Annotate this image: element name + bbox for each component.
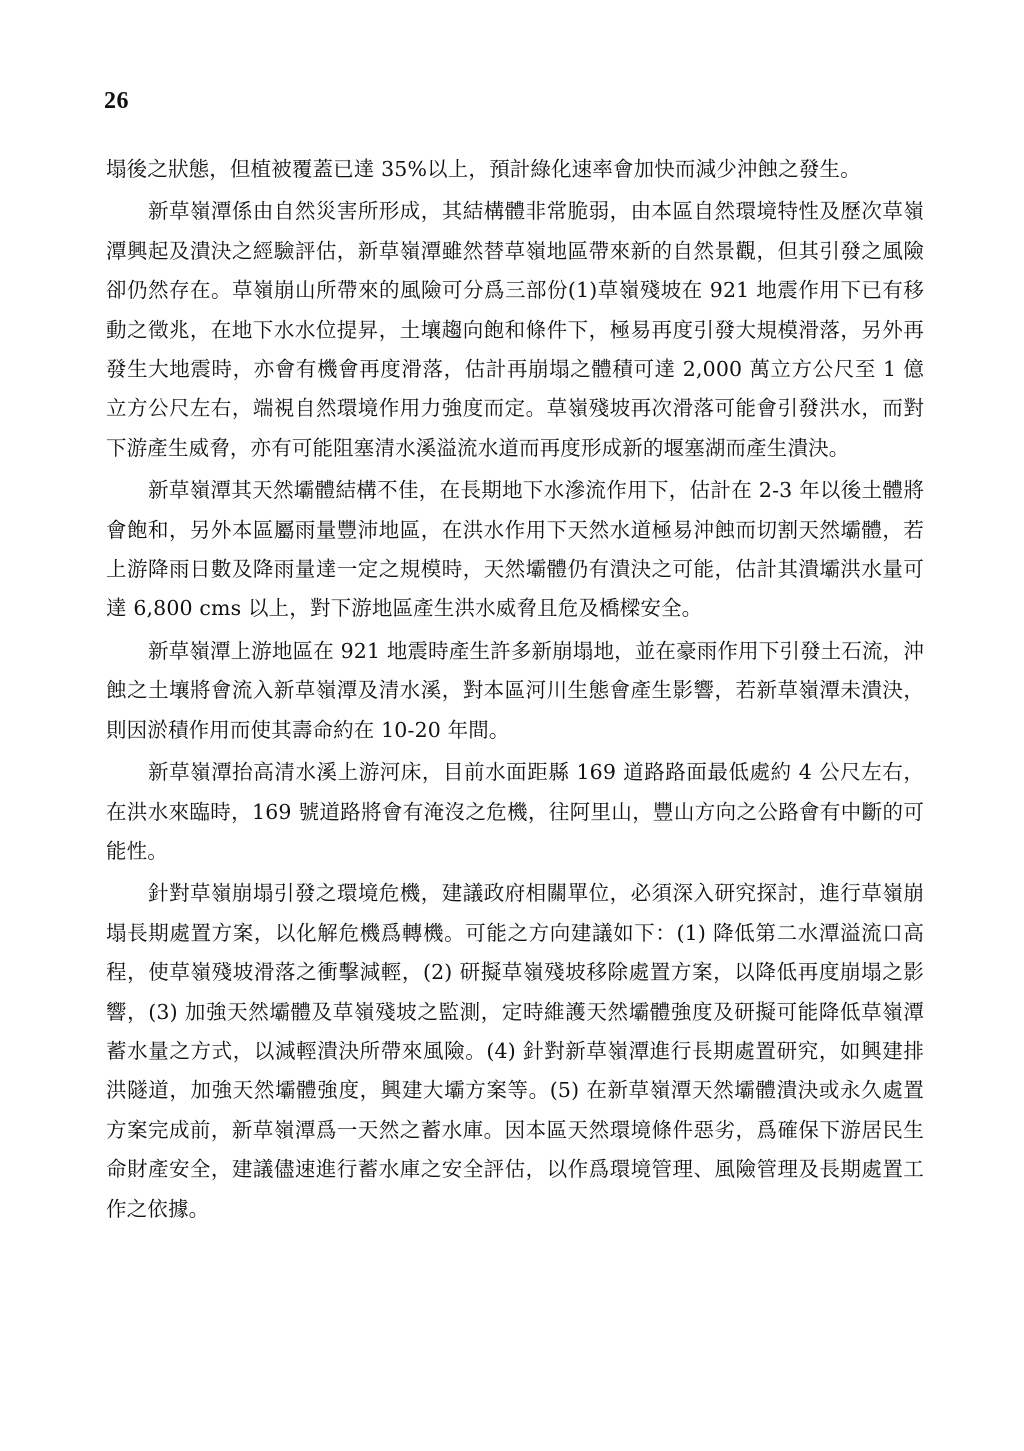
paragraph-recommendations: 針對草嶺崩塌引發之環境危機，建議政府相關單位，必須深入研究探討，進行草嶺崩塌長期處置方案，以化解危機爲轉機。可能之方向建議如下：(1) 降低第二水潭溢流口高程，使草嶺殘坡滑落之衝擊減輕，(2) 研擬草嶺殘坡移除處置方案，以降低再度崩塌之影響，(3) 加強天然壩體及草嶺殘坡之監測，定時維護天然壩體強度及研擬可能降低草嶺潭蓄水量之方式，以減輕潰決所帶來風險。(4) 針對新草嶺潭進行長期處置研究，如興建排洪隧道，加強天然壩體強度，興建大壩方案等。(5) 在新草嶺潭天然壩體潰決或永久處置方案完成前，新草嶺潭爲一天然之蓄水庫。因本區天然環境條件惡劣，爲確保下游居民生命財產安全，建議儘速進行蓄水庫之安全評估，以作爲環境管理、風險管理及長期處置工作之依據。: [106, 881, 924, 1221]
paragraph-risk-overview: 新草嶺潭係由自然災害所形成，其結構體非常脆弱，由本區自然環境特性及歷次草嶺潭興起及潰決之經驗評估，新草嶺潭雖然替草嶺地區帶來新的自然景觀，但其引發之風險卻仍然存在。草嶺崩山所帶來的風險可分爲三部份(1)草嶺殘坡在 921 地震作用下已有移動之徵兆，在地下水水位提昇，土壤趨向飽和條件下，極易再度引發大規模滑落，另外再發生大地震時，亦會有機會再度滑落，估計再崩塌之體積可達 2,000 萬立方公尺至 1 億立方公尺左右，端視自然環境作用力強度而定。草嶺殘坡再次滑落可能會引發洪水，而對下游產生威脅，亦有可能阻塞清水溪溢流水道而再度形成新的堰塞湖而產生潰決。: [106, 199, 924, 460]
paragraph-dam-structure: 新草嶺潭其天然壩體結構不佳，在長期地下水滲流作用下，估計在 2-3 年以後土體將會飽和，另外本區屬雨量豐沛地區，在洪水作用下天然水道極易沖蝕而切割天然壩體，若上游降雨日數及降雨量達一定之規模時，天然壩體仍有潰決之可能，估計其潰壩洪水量可達 6,800 cms 以上，對下游地區產生洪水威脅且危及橋樑安全。: [106, 478, 924, 621]
paragraph-road-169: 新草嶺潭抬高清水溪上游河床，目前水面距縣 169 道路路面最低處約 4 公尺左右，在洪水來臨時，169 號道路將會有淹沒之危機，往阿里山，豐山方向之公路會有中斷的可能性。: [106, 760, 924, 863]
paragraph-upstream-landslides: 新草嶺潭上游地區在 921 地震時產生許多新崩塌地，並在豪雨作用下引發土石流，沖蝕之土壤將會流入新草嶺潭及清水溪，對本區河川生態會產生影響，若新草嶺潭未潰決，則因淤積作用而使其壽命約在 10-20 年間。: [106, 638, 924, 742]
paragraph-continuation: 塌後之狀態，但植被覆蓋已達 35%以上，預計綠化速率會加快而減少沖蝕之發生。: [106, 157, 861, 181]
page-number: 26: [104, 88, 129, 114]
body-text: [106, 150, 924, 1232]
